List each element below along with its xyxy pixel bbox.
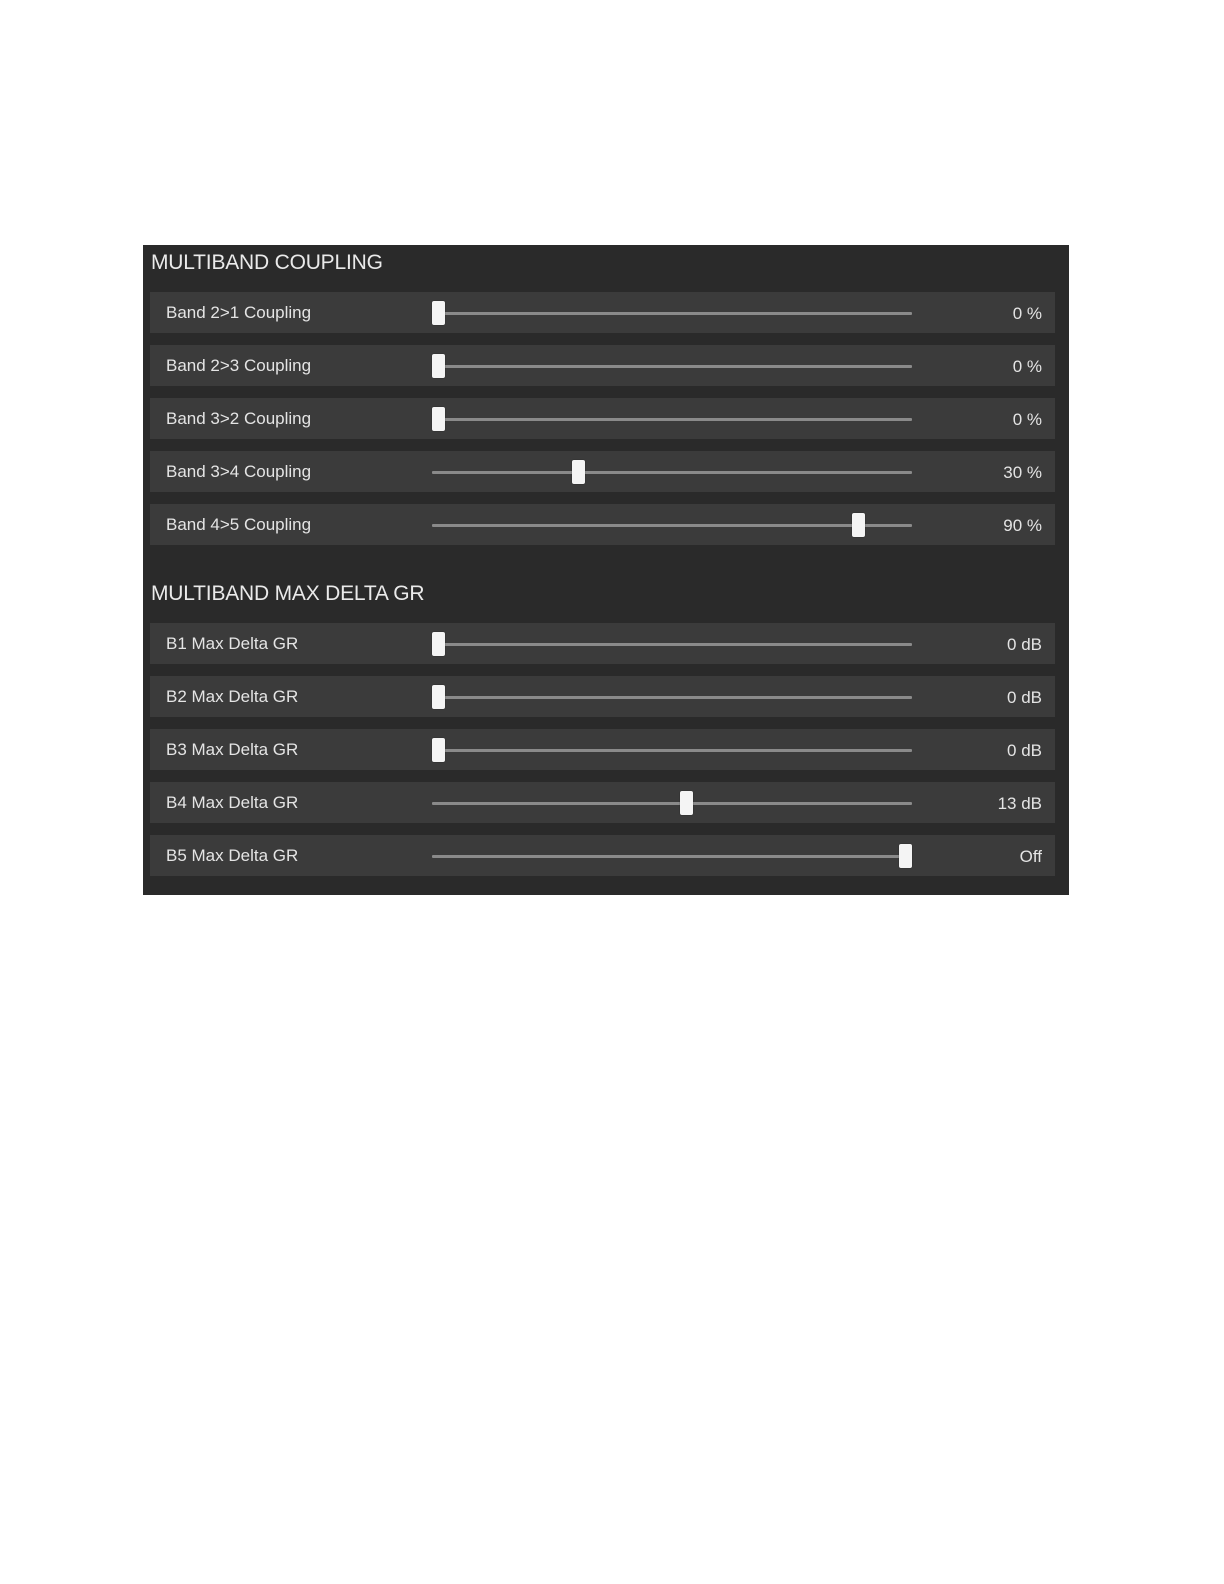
row-label: B2 Max Delta GR xyxy=(166,687,299,706)
band-4-5-coupling-slider[interactable] xyxy=(432,512,912,538)
row-band-3-4-coupling xyxy=(150,451,1055,492)
row-b2-max-delta-gr xyxy=(150,676,1055,717)
row-value: 0 dB xyxy=(1007,688,1042,707)
slider-thumb[interactable] xyxy=(432,685,445,709)
row-value: 0 % xyxy=(1012,410,1042,429)
row-value: 0 dB xyxy=(1007,741,1042,760)
slider-thumb[interactable] xyxy=(432,407,445,431)
slider-track[interactable] xyxy=(432,312,912,315)
row-label: B3 Max Delta GR xyxy=(166,740,299,759)
slider-track[interactable] xyxy=(432,418,912,421)
row-band-3-2-coupling xyxy=(150,398,1055,439)
b2-max-delta-gr-slider[interactable] xyxy=(432,684,912,710)
row-label: B4 Max Delta GR xyxy=(166,793,299,812)
band-2-3-coupling-slider[interactable] xyxy=(432,353,912,379)
row-label: Band 3>2 Coupling xyxy=(166,409,312,428)
settings-panel xyxy=(143,245,1069,895)
row-label: B5 Max Delta GR xyxy=(166,846,299,865)
b3-max-delta-gr-slider[interactable] xyxy=(432,737,912,763)
row-band-2-3-coupling xyxy=(150,345,1055,386)
slider-thumb[interactable] xyxy=(680,791,693,815)
row-label: Band 2>3 Coupling xyxy=(166,356,312,375)
row-b1-max-delta-gr xyxy=(150,623,1055,664)
slider-track[interactable] xyxy=(432,749,912,752)
slider-thumb[interactable] xyxy=(572,460,585,484)
row-b4-max-delta-gr xyxy=(150,782,1055,823)
row-label: Band 2>1 Coupling xyxy=(166,303,312,322)
row-label: Band 4>5 Coupling xyxy=(166,515,312,534)
slider-track[interactable] xyxy=(432,643,912,646)
row-label: Band 3>4 Coupling xyxy=(166,462,312,481)
slider-track[interactable] xyxy=(432,802,912,805)
row-value: 13 dB xyxy=(997,794,1042,813)
slider-track[interactable] xyxy=(432,471,912,474)
row-b3-max-delta-gr xyxy=(150,729,1055,770)
slider-thumb[interactable] xyxy=(432,354,445,378)
row-value: 0 dB xyxy=(1007,635,1042,654)
slider-track[interactable] xyxy=(432,365,912,368)
slider-thumb[interactable] xyxy=(852,513,865,537)
band-3-2-coupling-slider[interactable] xyxy=(432,406,912,432)
slider-track[interactable] xyxy=(432,696,912,699)
row-value: 0 % xyxy=(1012,357,1042,376)
slider-thumb[interactable] xyxy=(899,844,912,868)
b1-max-delta-gr-slider[interactable] xyxy=(432,631,912,657)
row-value: Off xyxy=(1019,847,1042,866)
band-2-1-coupling-slider[interactable] xyxy=(432,300,912,326)
band-3-4-coupling-slider[interactable] xyxy=(432,459,912,485)
row-label: B1 Max Delta GR xyxy=(166,634,299,653)
b5-max-delta-gr-slider[interactable] xyxy=(432,843,912,869)
row-b5-max-delta-gr xyxy=(150,835,1055,876)
row-band-4-5-coupling xyxy=(150,504,1055,545)
b4-max-delta-gr-slider[interactable] xyxy=(432,790,912,816)
section-title-multiband-coupling: MULTIBAND COUPLING xyxy=(151,251,383,274)
slider-thumb[interactable] xyxy=(432,301,445,325)
slider-track[interactable] xyxy=(432,524,912,527)
slider-thumb[interactable] xyxy=(432,632,445,656)
row-value: 30 % xyxy=(1003,463,1042,482)
section-title-multiband-max-delta-gr: MULTIBAND MAX DELTA GR xyxy=(151,582,425,605)
row-value: 0 % xyxy=(1012,304,1042,323)
row-value: 90 % xyxy=(1003,516,1042,535)
slider-thumb[interactable] xyxy=(432,738,445,762)
slider-track[interactable] xyxy=(432,855,912,858)
row-band-2-1-coupling xyxy=(150,292,1055,333)
